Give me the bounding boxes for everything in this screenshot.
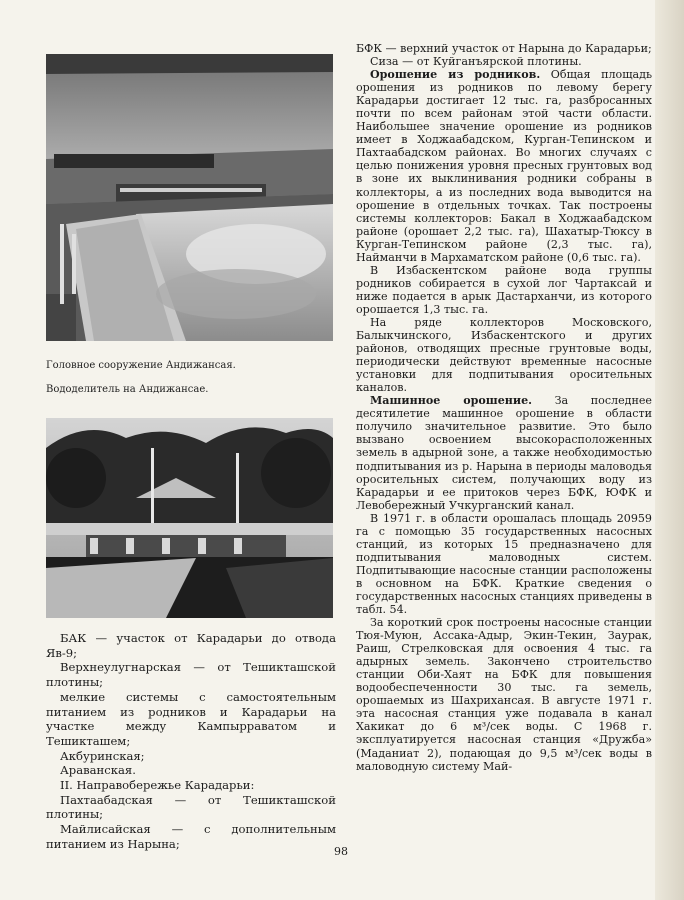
page-edge (655, 0, 684, 900)
paragraph-izbaskent: В Избаскентском районе вода группы родников собирается в сухой лог Чартаксай и ниже подается в арык Дастарханчи, из которого орошается 1,3 тыс. га. (356, 263, 652, 316)
paragraph-bfk: БФК — верхний участок от Нарына до Карадарьи; (356, 42, 652, 55)
page-number: 98 (334, 845, 348, 858)
photo-water-divider (46, 418, 333, 618)
list-item-pakhtaabad: Пахтаабадская — от Тешикташской плотины; (46, 792, 336, 822)
photo-head-structure-image (46, 54, 333, 341)
list-item-mailisai: Майлисайская — с дополнительным питанием из Нарына; (46, 822, 336, 851)
photo2-caption: Вододелитель на Андижансае. (46, 384, 209, 395)
section-right-bank: II. Направобережье Карадарьи: (60, 778, 255, 793)
photo1-caption: Головное сооружение Андижансая. (46, 360, 236, 371)
photo-head-structure (46, 54, 333, 341)
paragraph-machine-body: За последнее десятилетие машинное орошение в области получило значительное развитие. Это было вызвано освоением высокорасположенных земель в адырной зоне, а также необходимостью подпитывания из р. Нарына в периоды маловодья оросительных систем, получающих воду из Карадарьи и ее притоков через БФК, ЮФК и Левобережный Учкурганский канал. (356, 394, 652, 512)
heading-springs: Орошение из родников. (370, 68, 541, 82)
heading-machine: Машинное орошение. (370, 394, 533, 408)
paragraph-springs (356, 68, 652, 264)
paragraph-1971: В 1971 г. в области орошалась площадь 20959 га с помощью 35 государственных насосных станций, из которых 15 предназначено для подпитывания маловодных систем. Подпитывающие насосные станции расположены в основном на БФК. Краткие сведения о государственных насосных станциях приведены в табл. 54. (356, 511, 652, 617)
photo-water-divider-image (46, 418, 333, 618)
paragraph-siza: Сиза — от Куйганъярской плотины. (370, 55, 582, 69)
list-item-verkhneulugnar: Верхнеулугнарская — от Тешикташской плотины; (46, 660, 336, 690)
left-column-text (46, 631, 336, 852)
paragraph-collectors: На ряде коллекторов Московского, Балыкчинского, Избаскентского и других районов, отводящих пресные грунтовые воды, периодически действуют временные насосные установки для подпитывания оросительных каналов. (356, 315, 652, 395)
paragraph-machine (356, 394, 652, 511)
list-item-aravan: Араванская. (60, 763, 136, 778)
list-item-bak: БАК — участок от Карадарьи до отвода Яв-9; (46, 631, 336, 660)
paragraph-springs-body: Общая площадь орошения из родников по левому берегу Карадарьи достигает 12 тыс. га, разбросанных почти по всем районам этой части области. Наибольшее значение орошение из родников имеет в Ходжаабадском, Курган-Тепинском и Пахтаабадском районах. Во многих случаях с целью понижения уровня пресных грунтовых вод в зоне их выклинивания родники собраны в коллекторы, а из последних вода выводится на орошение в отдельных точках. Так построены системы коллекторов: Бакал в Ходжаабадском районе (орошает 2,2 тыс. га), Шахатыр-Тюксу в Курган-Тепинском районе (2,3 тыс. га), Найманчи в Мархаматском районе (0,6 тыс. га). (356, 68, 653, 264)
list-item-akbura: Акбуринская; (60, 748, 145, 763)
paragraph-stations: За короткий срок построены насосные станции Тюя-Муюн, Ассака-Адыр, Экин-Текин, Заурак, Раиш, Стрелковская для освоения 4 тыс. га адырных земель. Закончено строительство станции Оби-Хаят на БФК для повышения водообеспеченности 30 тыс. га земель, орошаемых из Шахрихансая. В августе 1971 г. эта насосная станция уже подавала в канал Хакикат до 6 м³/сек воды. С 1968 г. эксплуатируется насосная станция «Дружба» (Маданиат 2), подающая до 9,5 м³/сек воды в маловодную систему Май- (356, 616, 652, 773)
right-column-text (356, 42, 652, 773)
list-item-small-systems: мелкие системы с самостоятельным питанием из родников и Карадарьи на участке между Кампырраватом и Тешикташем; (46, 689, 336, 748)
